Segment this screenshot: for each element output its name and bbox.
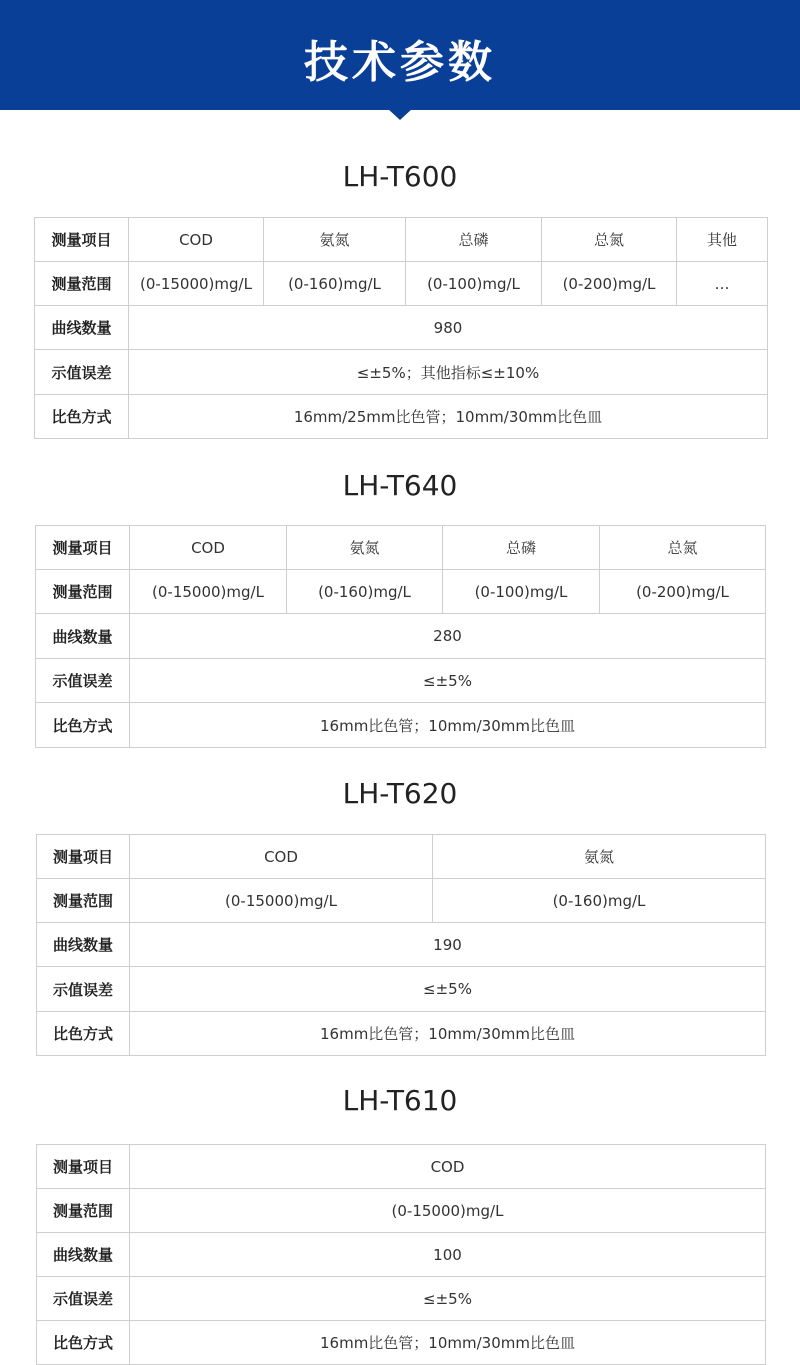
method-value: 16mm/25mm比色管；10mm/30mm比色皿 — [129, 395, 768, 439]
table-row-method — [35, 395, 768, 439]
table-row-error — [35, 350, 768, 395]
range-total-phosphorus: (0-100)mg/L — [406, 262, 542, 306]
range-total-phosphorus: (0-100)mg/L — [443, 570, 600, 614]
method-value: 16mm比色管；10mm/30mm比色皿 — [130, 703, 766, 748]
row-label-curves: 曲线数量 — [35, 306, 129, 350]
row-label-curves: 曲线数量 — [36, 614, 130, 659]
spec-table-lh-t600 — [34, 217, 768, 439]
table-row-method — [36, 703, 766, 748]
row-label-items: 测量项目 — [36, 526, 130, 570]
range-ammonia: (0-160)mg/L — [433, 879, 766, 923]
table-row-method — [37, 1012, 766, 1056]
range-cod: (0-15000)mg/L — [130, 570, 287, 614]
row-label-range: 测量范围 — [37, 879, 130, 923]
row-label-method: 比色方式 — [37, 1321, 130, 1365]
method-value: 16mm比色管；10mm/30mm比色皿 — [130, 1321, 766, 1365]
range-total-nitrogen: (0-200)mg/L — [542, 262, 677, 306]
range-ammonia: (0-160)mg/L — [287, 570, 443, 614]
error-value: ≤±5% — [130, 659, 766, 703]
spec-table-lh-t640 — [35, 525, 766, 748]
curves-value: 980 — [129, 306, 768, 350]
item-total-nitrogen: 总氮 — [542, 218, 677, 262]
row-label-items: 测量项目 — [35, 218, 129, 262]
table-row-error — [37, 1277, 766, 1321]
row-label-items: 测量项目 — [37, 835, 130, 879]
item-cod: COD — [130, 526, 287, 570]
method-value: 16mm比色管；10mm/30mm比色皿 — [130, 1012, 766, 1056]
row-label-curves: 曲线数量 — [37, 923, 130, 967]
curves-value: 100 — [130, 1233, 766, 1277]
item-ammonia: 氨氮 — [287, 526, 443, 570]
model-title-lh-t640: LH-T640 — [342, 469, 458, 502]
table-row-error — [37, 967, 766, 1012]
table-row-range — [36, 570, 766, 614]
table-row-method — [37, 1321, 766, 1365]
item-total-phosphorus: 总磷 — [443, 526, 600, 570]
item-cod: COD — [130, 835, 433, 879]
table-row-curves — [36, 614, 766, 659]
model-title-lh-t600: LH-T600 — [342, 160, 458, 193]
range-total-nitrogen: (0-200)mg/L — [600, 570, 766, 614]
model-title-lh-t620: LH-T620 — [342, 777, 458, 810]
row-label-error: 示值误差 — [37, 967, 130, 1012]
range-other: … — [677, 262, 768, 306]
item-total-nitrogen: 总氮 — [600, 526, 766, 570]
range-cod: (0-15000)mg/L — [129, 262, 264, 306]
header-banner — [0, 0, 800, 110]
error-value: ≤±5%；其他指标≤±10% — [129, 350, 768, 395]
row-label-range: 测量范围 — [37, 1189, 130, 1233]
item-cod: COD — [130, 1145, 766, 1189]
page-title: 技术参数 — [304, 37, 496, 88]
table-row-curves — [35, 306, 768, 350]
row-label-range: 测量范围 — [36, 570, 130, 614]
model-title-lh-t610: LH-T610 — [342, 1084, 458, 1117]
row-label-error: 示值误差 — [37, 1277, 130, 1321]
row-label-items: 测量项目 — [37, 1145, 130, 1189]
banner-notch — [387, 108, 413, 120]
row-label-method: 比色方式 — [36, 703, 130, 748]
table-row-items — [36, 526, 766, 570]
item-ammonia: 氨氮 — [264, 218, 406, 262]
row-label-range: 测量范围 — [35, 262, 129, 306]
item-ammonia: 氨氮 — [433, 835, 766, 879]
range-cod: (0-15000)mg/L — [130, 879, 433, 923]
table-row-range — [37, 879, 766, 923]
table-row-curves — [37, 923, 766, 967]
row-label-method: 比色方式 — [37, 1012, 130, 1056]
curves-value: 190 — [130, 923, 766, 967]
error-value: ≤±5% — [130, 1277, 766, 1321]
spec-table-lh-t620 — [36, 834, 766, 1056]
table-row-range — [37, 1189, 766, 1233]
row-label-error: 示值误差 — [36, 659, 130, 703]
range-cod: (0-15000)mg/L — [130, 1189, 766, 1233]
item-other: 其他 — [677, 218, 768, 262]
row-label-curves: 曲线数量 — [37, 1233, 130, 1277]
row-label-method: 比色方式 — [35, 395, 129, 439]
error-value: ≤±5% — [130, 967, 766, 1012]
item-total-phosphorus: 总磷 — [406, 218, 542, 262]
table-row-items — [37, 835, 766, 879]
curves-value: 280 — [130, 614, 766, 659]
spec-table-lh-t610 — [36, 1144, 766, 1365]
table-row-items — [37, 1145, 766, 1189]
table-row-curves — [37, 1233, 766, 1277]
table-row-items — [35, 218, 768, 262]
table-row-range — [35, 262, 768, 306]
range-ammonia: (0-160)mg/L — [264, 262, 406, 306]
table-row-error — [36, 659, 766, 703]
item-cod: COD — [129, 218, 264, 262]
row-label-error: 示值误差 — [35, 350, 129, 395]
